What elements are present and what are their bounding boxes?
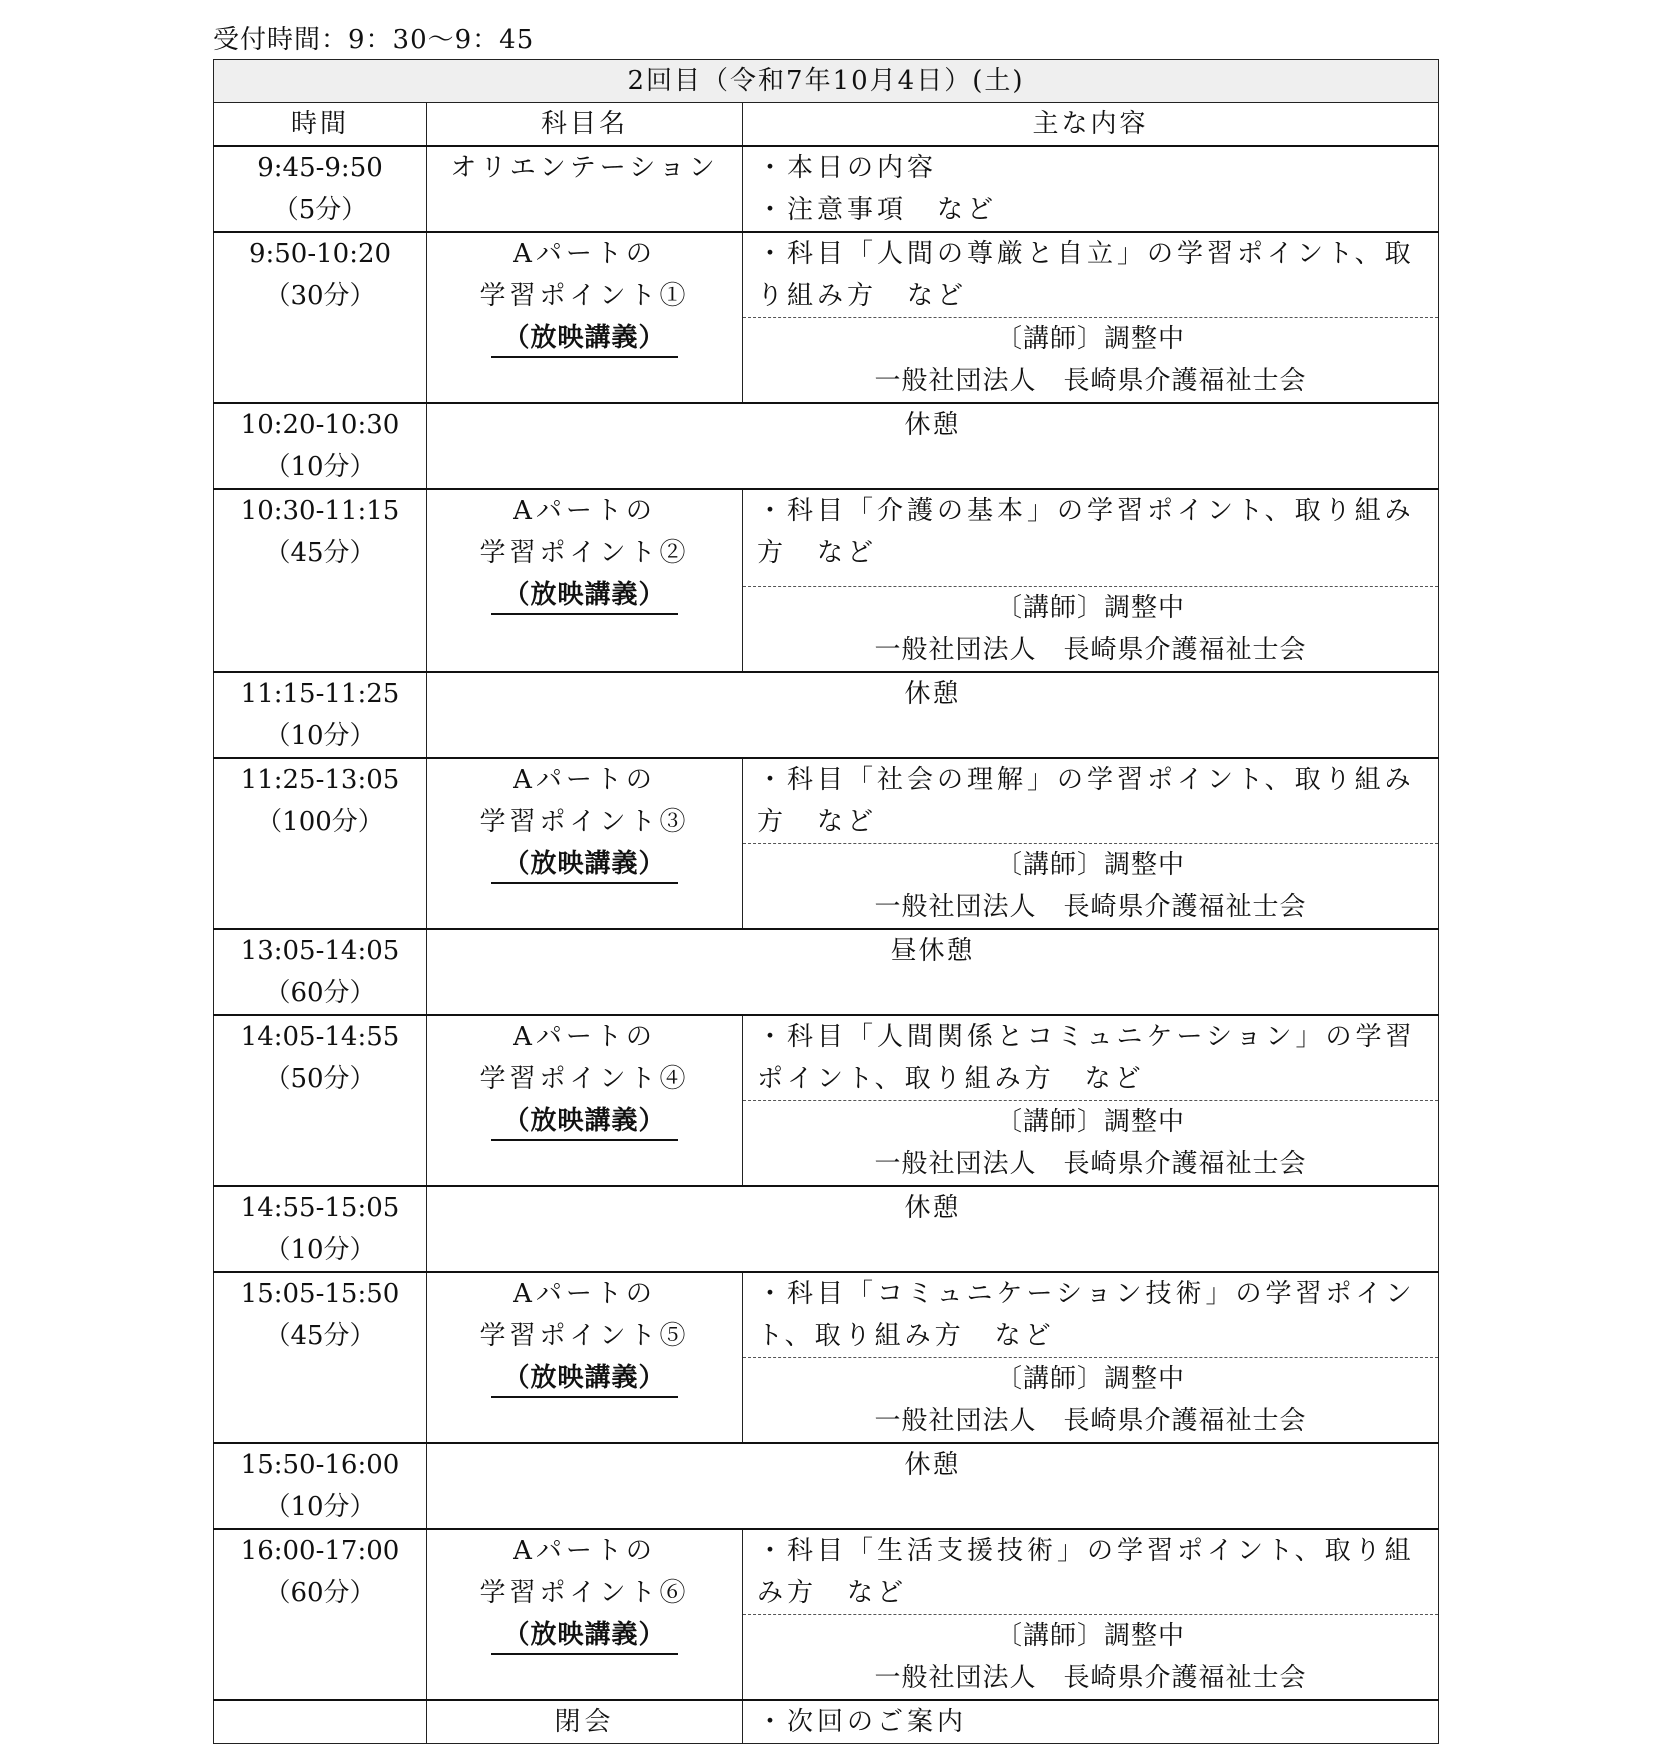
time-cell [214,1700,427,1744]
break-cell [427,1186,1439,1272]
content-cell [743,1700,1439,1744]
table-row [214,1186,1439,1272]
table-row [214,1272,1439,1443]
break-cell [427,929,1439,1015]
content-description: ・科目「社会の理解」の学習ポイント、取り組み方 など [757,765,1415,837]
header-time: 時間 [214,103,427,147]
organization: 一般社団法人 長崎県介護福祉士会 [874,635,1307,665]
reception-time: 受付時間：9：30〜9：45 [213,25,535,55]
instructor: 〔講師〕調整中 [996,1364,1186,1394]
time-cell [214,1272,427,1443]
content-description: ・科目「人間関係とコミュニケーション」の学習ポイント、取り組み方 など [757,1022,1416,1094]
content-description: ・科目「生活支援技術」の学習ポイント、取り組み方 など [757,1536,1415,1608]
subject-cell [427,1700,743,1744]
duration: （10分） [264,1235,376,1265]
subject-point: 学習ポイント② [479,538,690,568]
time-cell [214,929,427,1015]
content-cell [743,232,1439,403]
subject-cell [427,232,743,403]
content-description: ・科目「人間の尊厳と自立」の学習ポイント、取り組み方 など [757,239,1415,311]
subject-part: Aパートの [513,496,656,526]
duration: （45分） [264,538,376,568]
break-label: 休憩 [904,1193,961,1223]
duration: （50分） [264,1064,376,1094]
instructor: 〔講師〕調整中 [996,324,1186,354]
subject-part: Aパートの [513,239,656,269]
time-cell [214,146,427,232]
time-range: 16:00-17:00 [240,1536,400,1566]
table-row [214,1443,1439,1529]
time-range: 11:15-11:25 [240,679,400,709]
subject-name: 閉会 [554,1707,615,1737]
table-row [214,403,1439,489]
instructor: 〔講師〕調整中 [996,593,1186,623]
time-range: 9:50-10:20 [248,239,392,269]
break-cell [427,1443,1439,1529]
content-cell [743,758,1439,929]
organization: 一般社団法人 長崎県介護福祉士会 [874,1406,1307,1436]
lecture-type: （放映講義） [491,577,677,615]
time-cell [214,1186,427,1272]
table-row [214,489,1439,672]
duration: （60分） [264,978,376,1008]
content-item: ・注意事項 など [757,195,998,225]
subject-part: Aパートの [513,1279,656,1309]
duration: （10分） [264,452,376,482]
time-cell [214,1443,427,1529]
break-cell [427,403,1439,489]
break-cell [427,672,1439,758]
subject-cell [427,489,743,672]
session-title: 2回目（令和7年10月4日）(土) [214,60,1439,103]
content-cell [743,1529,1439,1700]
lecture-type: （放映講義） [491,1103,677,1141]
content-description: ・科目「コミュニケーション技術」の学習ポイント、取り組み方 など [757,1279,1416,1351]
subject-part: Aパートの [513,1022,656,1052]
instructor: 〔講師〕調整中 [996,1107,1186,1137]
duration: （5分） [272,195,368,225]
content-cell [743,1015,1439,1186]
organization: 一般社団法人 長崎県介護福祉士会 [874,1149,1307,1179]
time-cell [214,1015,427,1186]
header-content: 主な内容 [743,103,1439,147]
duration: （45分） [264,1321,376,1351]
lecture-type: （放映講義） [491,1360,677,1398]
table-row [214,146,1439,232]
break-label: 休憩 [904,679,961,709]
subject-cell [427,758,743,929]
content-item: ・本日の内容 [757,153,938,183]
content-description: ・次回のご案内 [757,1707,968,1737]
break-label: 休憩 [904,1450,961,1480]
instructor: 〔講師〕調整中 [996,1621,1186,1651]
lecture-type: （放映講義） [491,320,677,358]
time-cell [214,758,427,929]
subject-point: 学習ポイント⑤ [479,1321,690,1351]
subject-cell [427,1015,743,1186]
time-cell [214,672,427,758]
lecture-type: （放映講義） [491,1617,677,1655]
table-row [214,1015,1439,1186]
subject-cell [427,146,743,232]
subject-point: 学習ポイント③ [479,807,690,837]
duration: （10分） [264,721,376,751]
time-range: 11:25-13:05 [240,765,400,795]
subject-point: 学習ポイント④ [479,1064,690,1094]
duration: （30分） [264,281,376,311]
subject-point: 学習ポイント⑥ [479,1578,690,1608]
table-row [214,929,1439,1015]
content-cell [743,146,1439,232]
table-row [214,758,1439,929]
time-cell [214,1529,427,1700]
time-range: 13:05-14:05 [240,936,400,966]
table-row [214,232,1439,403]
table-row [214,1529,1439,1700]
break-label: 昼休憩 [890,936,975,966]
table-row [214,1700,1439,1744]
content-cell [743,1272,1439,1443]
duration: （100分） [256,807,384,837]
time-range: 10:30-11:15 [240,496,400,526]
organization: 一般社団法人 長崎県介護福祉士会 [874,366,1307,396]
time-range: 10:20-10:30 [240,410,400,440]
time-range: 9:45-9:50 [257,153,383,183]
table-row [214,672,1439,758]
time-range: 15:50-16:00 [240,1450,400,1480]
time-range: 14:05-14:55 [240,1022,400,1052]
content-description: ・科目「介護の基本」の学習ポイント、取り組み方 など [757,496,1415,568]
subject-part: Aパートの [513,765,656,795]
time-range: 14:55-15:05 [240,1193,400,1223]
subject-point: 学習ポイント① [479,281,690,311]
subject-cell [427,1272,743,1443]
duration: （10分） [264,1492,376,1522]
subject-name: オリエンテーション [450,153,719,183]
organization: 一般社団法人 長崎県介護福祉士会 [874,1663,1307,1693]
instructor: 〔講師〕調整中 [996,850,1186,880]
header-subject: 科目名 [427,103,743,147]
time-cell [214,489,427,672]
time-cell [214,232,427,403]
lecture-type: （放映講義） [491,846,677,884]
organization: 一般社団法人 長崎県介護福祉士会 [874,892,1307,922]
duration: （60分） [264,1578,376,1608]
subject-cell [427,1529,743,1700]
subject-part: Aパートの [513,1536,656,1566]
content-cell [743,489,1439,672]
time-range: 15:05-15:50 [240,1279,400,1309]
break-label: 休憩 [904,410,961,440]
time-cell [214,403,427,489]
schedule-table [213,59,1439,1744]
